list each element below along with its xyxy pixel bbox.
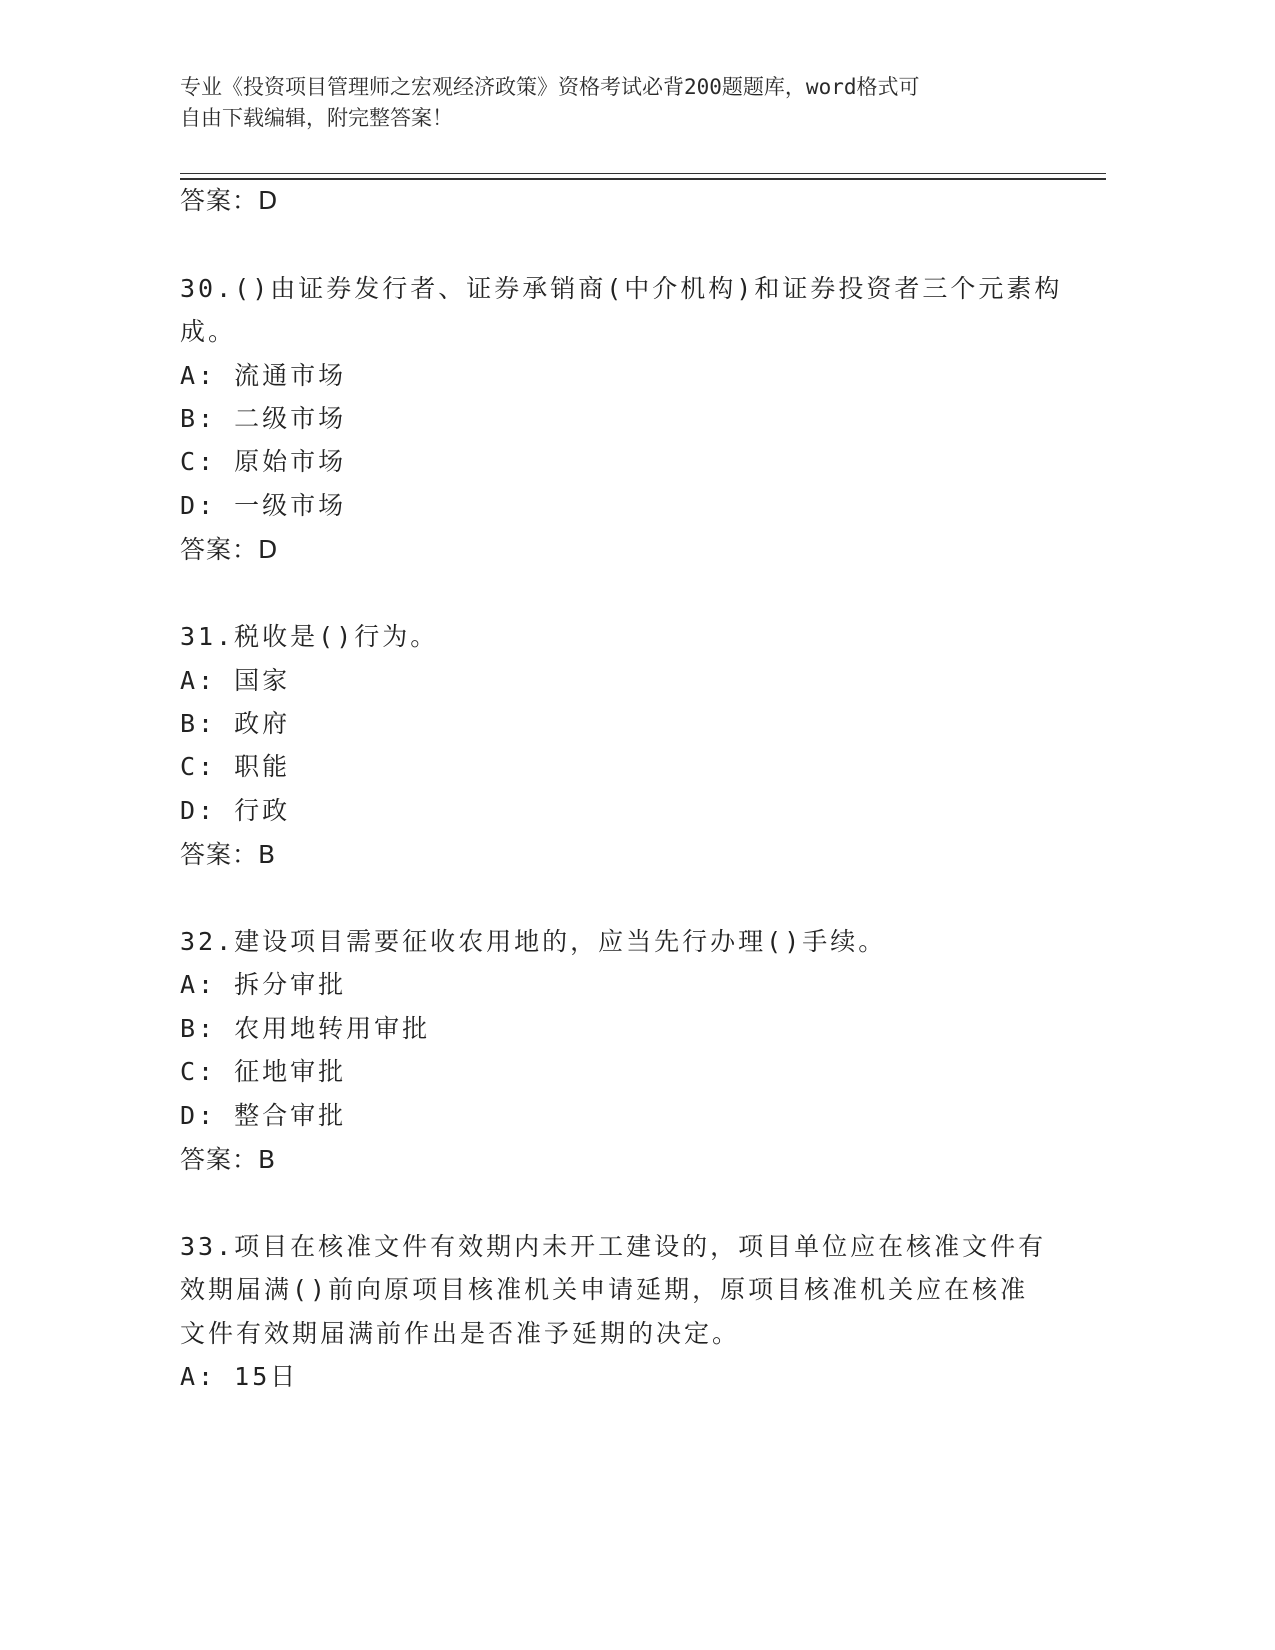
answer-line: 答案：B <box>180 840 277 869</box>
question-stem-line: 33.项目在核准文件有效期内未开工建设的，项目单位应在核准文件有 <box>180 1232 1047 1261</box>
option-c: C: 征地审批 <box>180 1057 347 1086</box>
question-stem-line: 效期届满()前向原项目核准机关申请延期，原项目核准机关应在核准 <box>180 1275 1029 1304</box>
option-d: D: 行政 <box>180 796 291 825</box>
answer-line: 答案：D <box>180 535 279 564</box>
question-stem-line: 32.建设项目需要征收农用地的，应当先行办理()手续。 <box>180 927 887 956</box>
answer-line: 答案：B <box>180 1145 277 1174</box>
option-a: A: 15日 <box>180 1362 299 1391</box>
option-c: C: 职能 <box>180 752 291 781</box>
answer-line: 答案：D <box>180 186 279 215</box>
header-divider-thick <box>180 178 1106 180</box>
option-a: A: 国家 <box>180 666 291 695</box>
option-d: D: 一级市场 <box>180 491 347 520</box>
document-header <box>180 72 1040 134</box>
option-b: B: 二级市场 <box>180 404 347 433</box>
option-b: B: 政府 <box>180 709 291 738</box>
header-line-1: 专业《投资项目管理师之宏观经济政策》资格考试必背200题题库，word格式可 <box>180 75 920 99</box>
option-a: A: 拆分审批 <box>180 970 347 999</box>
option-a: A: 流通市场 <box>180 361 347 390</box>
header-divider-thin <box>180 173 1106 174</box>
question-stem-line: 30.()由证券发行者、证券承销商(中介机构)和证券投资者三个元素构 <box>180 274 1063 303</box>
header-line-2: 自由下载编辑，附完整答案！ <box>180 106 453 130</box>
option-d: D: 整合审批 <box>180 1101 347 1130</box>
question-stem-line: 31.税收是()行为。 <box>180 622 439 651</box>
question-stem-line: 文件有效期届满前作出是否准予延期的决定。 <box>180 1319 741 1348</box>
question-stem-line: 成。 <box>180 317 237 346</box>
option-b: B: 农用地转用审批 <box>180 1014 431 1043</box>
option-c: C: 原始市场 <box>180 447 347 476</box>
